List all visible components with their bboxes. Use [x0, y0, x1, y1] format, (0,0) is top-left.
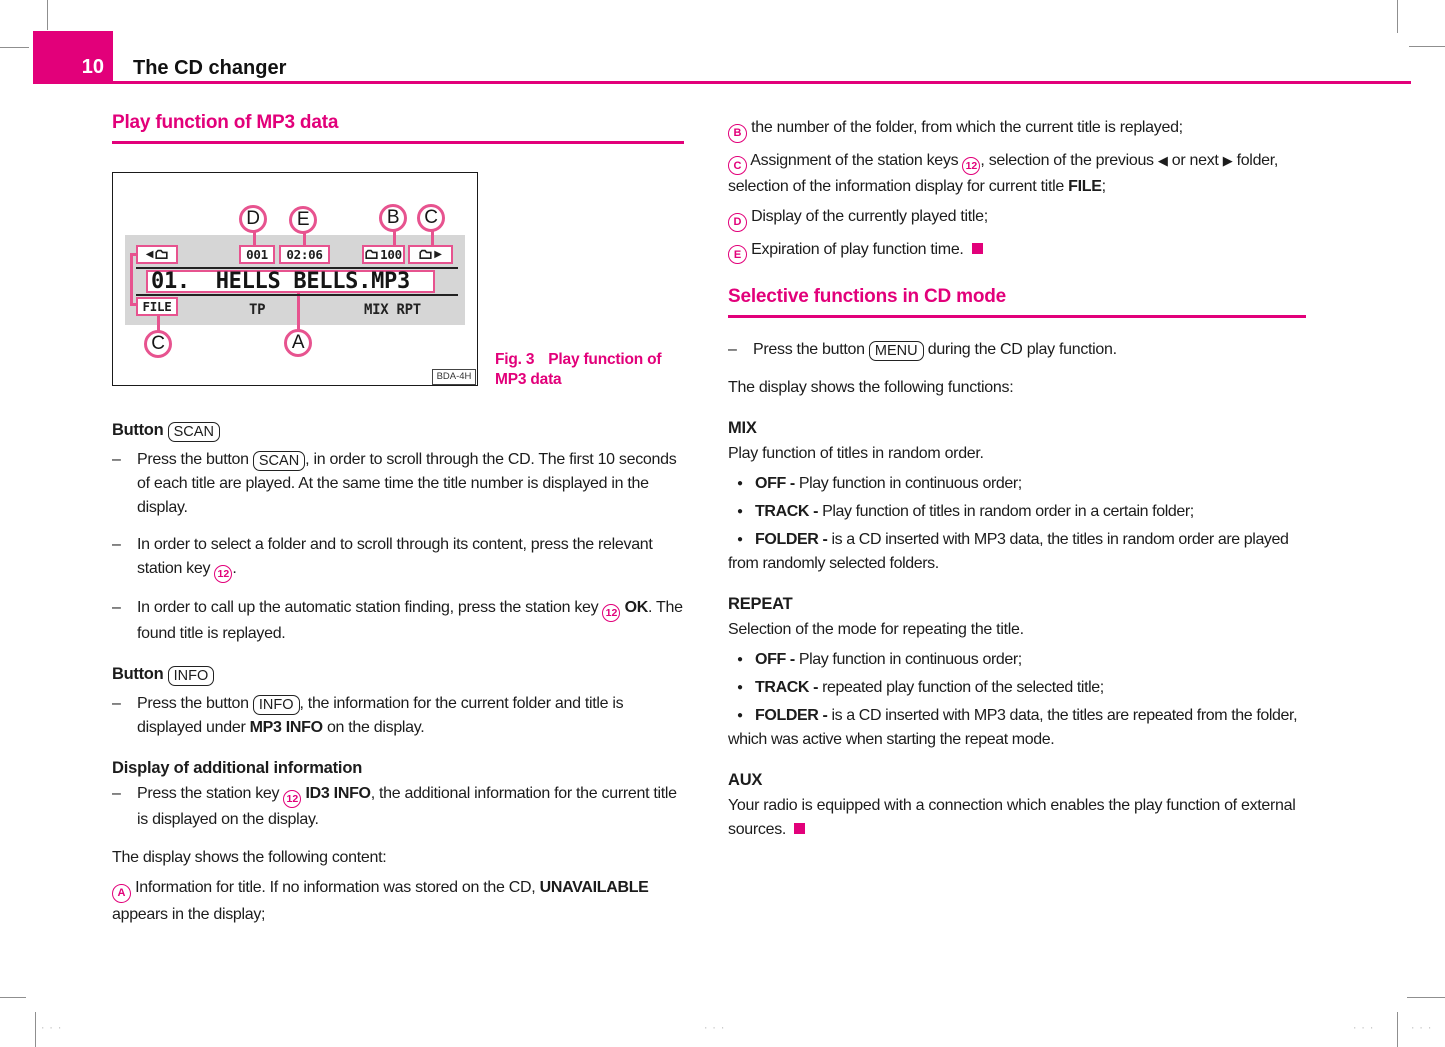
paragraph: B the number of the folder, from which the current title is replayed;	[728, 116, 1306, 143]
list-item-bullet: ● OFF - Play function in continuous order;	[737, 475, 1022, 492]
callout-c-bottom: C	[144, 330, 172, 358]
list-item-bullet: ● FOLDER - is a CD inserted with MP3 data, the titles in random order are played from randomly selected folders.	[728, 531, 1289, 572]
button-heading	[112, 662, 684, 686]
list-item-bullet: ● TRACK - repeated play function of the selected title;	[737, 679, 1104, 696]
right-triangle-icon: ▶	[434, 248, 442, 260]
right-column	[728, 112, 1306, 848]
bullet-marker: ●	[737, 506, 744, 517]
lcd-folder-number: 100	[380, 246, 402, 262]
lcd-track-number: 001	[246, 246, 268, 262]
button-heading-label: Button	[112, 421, 164, 439]
list-item-text: Press the button MENU during the CD play function.	[753, 341, 1117, 359]
keycap-scan: SCAN	[168, 422, 220, 442]
callout-ref-a: A	[112, 884, 131, 903]
sub-heading: AUX	[728, 771, 763, 789]
list-item-dash	[728, 338, 1306, 362]
callout-ref-c: C	[728, 156, 747, 175]
folder-icon	[419, 249, 432, 260]
lcd-folder-number-box	[362, 245, 405, 264]
lcd-mix-rpt-label: MIX RPT	[364, 302, 421, 318]
registration-dots: ···	[1352, 1024, 1378, 1034]
section-end-marker	[794, 823, 805, 834]
station-key-badge: 12	[214, 565, 232, 583]
bold-text: OFF -	[755, 651, 799, 668]
station-key-badge: 12	[602, 604, 620, 622]
left-text-blocks	[112, 402, 684, 933]
lcd-track-box	[239, 245, 275, 264]
sub-heading: REPEAT	[728, 595, 793, 613]
bullet-marker: ●	[737, 534, 744, 545]
list-item-text: In order to call up the automatic station finding, press the station key 12 OK. The found title is replayed.	[137, 599, 683, 642]
station-key-badge: 12	[962, 157, 980, 175]
paragraph: C Assignment of the station keys 12 , selection of the previous ◀ or next ▶ folder, selection of the information display for current title FILE;	[728, 151, 1279, 195]
page-number: 10	[81, 56, 104, 78]
keycap-scan: SCAN	[253, 451, 305, 471]
figure-caption-label: Fig. 3	[495, 351, 535, 368]
dash-marker: –	[112, 695, 121, 712]
keycap-menu: MENU	[869, 341, 924, 361]
figure-caption	[495, 350, 693, 390]
folder-icon	[365, 249, 378, 260]
list-item-dash	[112, 533, 684, 583]
header-rule	[113, 81, 1411, 84]
bold-text: TRACK -	[755, 503, 823, 520]
crop-mark-top-left-h	[0, 47, 29, 48]
figure-3	[112, 172, 478, 386]
list-item-bullet: ● FOLDER - is a CD inserted with MP3 data, the titles are repeated from the folder, which was active when starting the repeat mode.	[728, 707, 1298, 748]
callout-ref-e: E	[728, 245, 747, 264]
list-item-bullet: ● TRACK - Play function of titles in random order in a certain folder;	[737, 503, 1194, 520]
crop-mark-top-right-v	[1397, 0, 1398, 33]
bold-text: FOLDER -	[755, 707, 832, 724]
bold-text: MP3 INFO	[249, 719, 323, 736]
paragraph: The display shows the following functions:	[728, 379, 1014, 396]
paragraph: A Information for title. If no information was stored on the CD, UNAVAILABLE appears in the display;	[112, 879, 649, 923]
bullet-marker: ●	[737, 682, 744, 693]
lcd-time-box	[279, 245, 330, 264]
lcd-play-time: 02:06	[286, 246, 323, 262]
chapter-title: The CD changer	[133, 57, 287, 79]
paragraph: Your radio is equipped with a connection which enables the play function of external sources.	[728, 797, 1296, 838]
previous-triangle-icon: ◀	[1157, 152, 1168, 168]
sub-heading: Display of additional information	[112, 759, 363, 777]
list-item-text: In order to select a folder and to scroll through its content, press the relevant station key 12 .	[137, 533, 684, 583]
registration-dots: ···	[1410, 1024, 1436, 1034]
callout-a: A	[284, 329, 312, 357]
callout-ref-b: B	[728, 124, 747, 143]
section-heading-play-function: Play function of MP3 data	[112, 112, 684, 144]
dash-marker: –	[728, 341, 737, 358]
bullet-marker: ●	[737, 710, 744, 721]
left-triangle-icon: ◀	[145, 248, 154, 260]
lcd-file-label: FILE	[142, 298, 172, 314]
callout-c-top: C	[417, 204, 445, 232]
crop-mark-bottom-left-h	[0, 997, 26, 998]
list-item-dash	[112, 782, 684, 832]
button-heading-label: Button	[112, 665, 164, 683]
bold-text: ID3 INFO	[305, 785, 371, 802]
registration-dots: ···	[703, 1024, 729, 1034]
button-heading	[112, 418, 684, 442]
dash-marker: –	[112, 785, 121, 802]
lcd-divider	[136, 294, 458, 296]
keycap-info: INFO	[168, 666, 215, 686]
list-item-text: Press the button INFO , the information for the current folder and title is displayed under MP3 INFO on the display.	[137, 695, 624, 736]
lcd-next-folder-box	[408, 245, 453, 264]
callout-ref-d: D	[728, 213, 747, 232]
bold-text: FOLDER -	[755, 531, 832, 548]
keycap-info: INFO	[253, 695, 300, 715]
dash-marker: –	[112, 536, 121, 553]
bold-text: OK	[624, 599, 649, 616]
folder-icon	[155, 249, 168, 260]
paragraph: Play function of titles in random order.	[728, 445, 984, 462]
dash-marker: –	[112, 451, 121, 468]
list-item-bullet: ● OFF - Play function in continuous order;	[737, 651, 1022, 668]
list-item-dash	[112, 448, 684, 520]
crop-mark-top-right-h	[1409, 46, 1445, 47]
sub-heading: MIX	[728, 419, 757, 437]
section-end-marker	[972, 243, 983, 254]
bold-text: TRACK -	[755, 679, 823, 696]
bold-text: UNAVAILABLE	[539, 879, 649, 896]
lcd-file-box	[136, 297, 178, 316]
station-key-badge: 12	[283, 790, 301, 808]
crop-mark-top-left-v	[47, 0, 48, 30]
callout-d: D	[239, 205, 267, 233]
crop-mark-bottom-left-v	[35, 1012, 36, 1047]
paragraph: The display shows the following content:	[112, 849, 387, 866]
list-item-dash	[112, 692, 684, 740]
section-heading: Selective functions in CD mode	[728, 286, 1306, 318]
bold-text: OFF -	[755, 475, 799, 492]
lcd-tp-label: TP	[249, 302, 266, 318]
registration-dots: ···	[40, 1024, 66, 1034]
crop-mark-bottom-right-h	[1407, 997, 1445, 998]
page-number-box	[33, 31, 113, 84]
bullet-marker: ●	[737, 478, 744, 489]
dash-marker: –	[112, 599, 121, 616]
lcd-title-box	[146, 270, 435, 293]
left-column	[112, 112, 684, 923]
paragraph: Selection of the mode for repeating the title.	[728, 621, 1024, 638]
next-triangle-icon: ▶	[1222, 152, 1233, 168]
figure-caption-text: Play function of MP3 data	[495, 351, 662, 388]
paragraph: D Display of the currently played title;	[728, 205, 1306, 232]
figure-code: BDA-4H	[432, 369, 476, 385]
lcd-track-title: 01. HELLS BELLS.MP3	[151, 268, 410, 294]
list-item-text: Press the button SCAN , in order to scroll through the CD. The first 10 seconds of each title are played. At the same time the title number is displayed in the display.	[137, 451, 677, 516]
crop-mark-bottom-right-v	[1397, 1012, 1398, 1047]
paragraph: E Expiration of play function time.	[728, 238, 1306, 265]
bold-text: FILE	[1068, 178, 1102, 195]
bullet-marker: ●	[737, 654, 744, 665]
list-item-dash	[112, 596, 684, 646]
callout-b: B	[379, 204, 407, 232]
callout-e: E	[289, 206, 317, 234]
lcd-prev-folder-box	[136, 245, 178, 264]
list-item-text: Press the station key 12 ID3 INFO, the additional information for the current title is displayed on the display.	[137, 785, 677, 828]
